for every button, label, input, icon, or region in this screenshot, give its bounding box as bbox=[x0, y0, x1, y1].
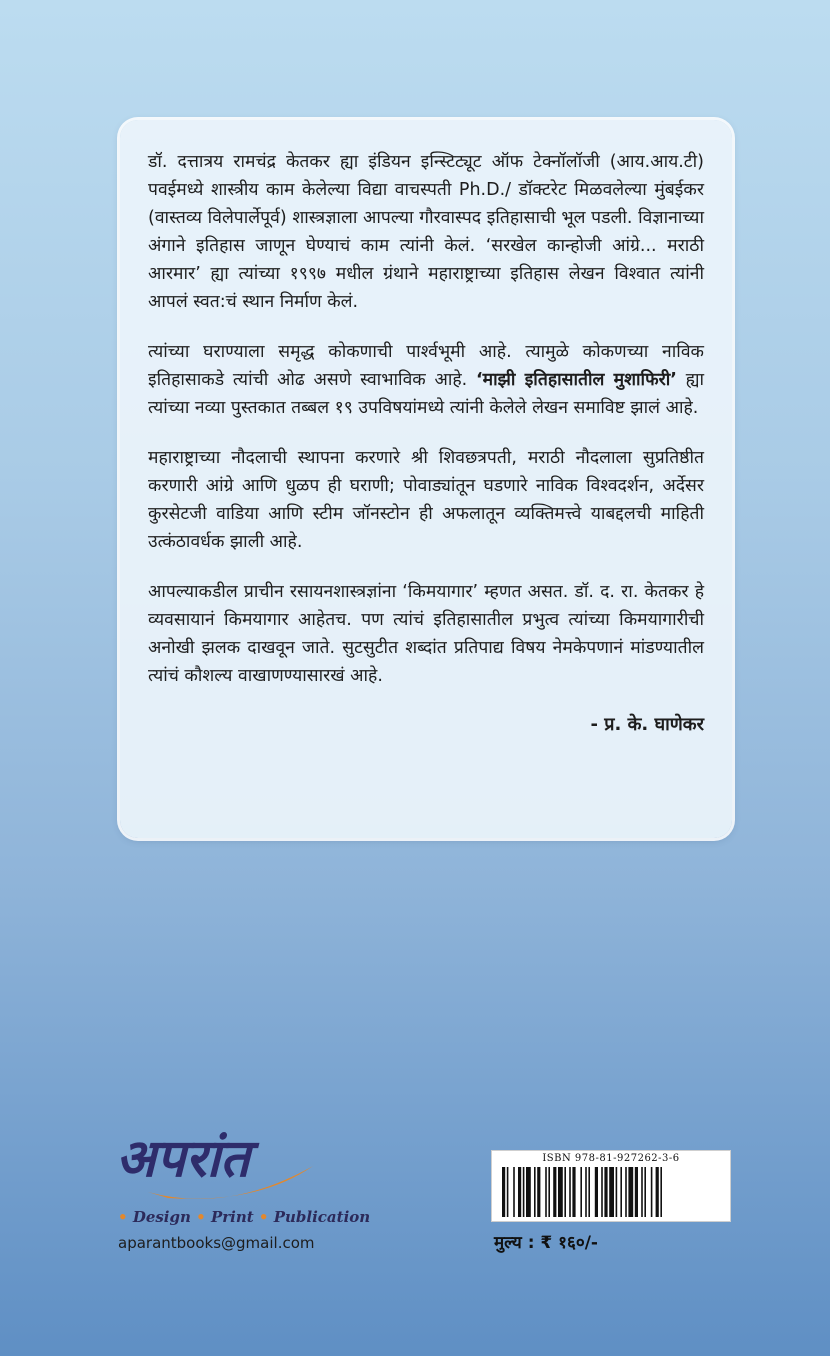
book-title: ‘माझी इतिहासातील मुशाफिरी’ bbox=[476, 370, 677, 390]
barcode-bar bbox=[569, 1167, 571, 1217]
barcode-bar bbox=[644, 1167, 646, 1217]
barcode-bar bbox=[564, 1167, 566, 1217]
isbn-number: ISBN 978-81-927262-3-6 bbox=[542, 1153, 680, 1164]
barcode-bar bbox=[548, 1167, 550, 1217]
barcode-bar bbox=[656, 1167, 659, 1217]
barcode-bar bbox=[580, 1167, 582, 1217]
price-label: मुल्य : ₹ १६०/- bbox=[494, 1233, 598, 1253]
publisher-email: aparantbooks@gmail.com bbox=[118, 1234, 315, 1252]
barcode-bar bbox=[604, 1167, 607, 1217]
barcode-bar bbox=[609, 1167, 614, 1217]
blurb-paragraph-4: आपल्याकडील प्राचीन रसायनशास्त्रज्ञांना ‘किमयागार’ म्हणत असत. डॉ. द. रा. केतकर हे व्यवसायानं किमयागार आहेतच. पण त्यांचं इतिहासातील प्रभुत्व त्यांच्या किमयागारीची अनोखी झलक दाखवून जाते. सुटसुटीत शब्दांत प्रतिपाद्य विषय नेमकेपणानं मांडण्यातील त्यांचं कौशल्य वाखाणण्यासारखं आहे. bbox=[148, 582, 704, 686]
barcode-bar bbox=[588, 1167, 590, 1217]
barcode-bar bbox=[625, 1167, 627, 1217]
barcode-bars bbox=[500, 1167, 724, 1217]
blurb-paragraph-2-text-end: ह्या त्यांच्या नव्या पुस्तकात तब्बल १९ उपविषयांमध्ये त्यांनी केलेले लेखन समाविष्ट झालं आहे. bbox=[148, 370, 705, 418]
barcode-bar bbox=[595, 1167, 598, 1217]
publisher-logo-block bbox=[108, 1118, 371, 1258]
barcode-bar bbox=[558, 1167, 563, 1217]
blurb-paragraph-2 bbox=[148, 338, 704, 422]
logo-text: अपरांत bbox=[116, 1129, 250, 1189]
publisher-logo bbox=[108, 1118, 328, 1208]
barcode-bar bbox=[513, 1167, 515, 1217]
barcode-bar bbox=[537, 1167, 540, 1217]
barcode-bar bbox=[553, 1167, 556, 1217]
blurb-panel bbox=[120, 120, 732, 838]
barcode-bar bbox=[651, 1167, 653, 1217]
barcode-bar bbox=[601, 1167, 603, 1217]
barcode-bar bbox=[616, 1167, 618, 1217]
barcode-bar bbox=[660, 1167, 662, 1217]
barcode-bar bbox=[526, 1167, 531, 1217]
barcode-bar bbox=[572, 1167, 575, 1217]
blurb-paragraph-2-text: त्यांच्या घराण्याला समृद्ध कोकणाची पार्श्वभूमी आहे. त्यामुळे कोकणच्या नाविक इतिहासाकडे त्यांची ओढ असणे स्वाभाविक आहे. bbox=[148, 342, 704, 390]
tagline-publication: Publication bbox=[273, 1208, 371, 1226]
barcode-bar bbox=[628, 1167, 633, 1217]
barcode-bar bbox=[518, 1167, 521, 1217]
isbn-barcode bbox=[491, 1150, 731, 1222]
blurb-paragraph-3: महाराष्ट्राच्या नौदलाची स्थापना करणारे श्री शिवछत्रपती, मराठी नौदलाला सुप्रतिष्ठीत करणारी आंग्रे आणि धुळप ही घराणी; पोवाड्यांतून घडणारे नाविक विश्वदर्शन, अर्देसर कुरसेटजी वाडिया आणि स्टीम जॉनस्टोन ही अफलातून व्यक्तिमत्त्वे याबद्दलची माहिती उत्कंठावर्धक झाली आहे. bbox=[148, 448, 704, 552]
barcode-bar bbox=[635, 1167, 638, 1217]
publisher-tagline: • Design • Print • Publication bbox=[118, 1208, 371, 1226]
barcode-bar bbox=[502, 1167, 505, 1217]
barcode-bar bbox=[641, 1167, 643, 1217]
blurb-paragraph-1: डॉ. दत्तात्रय रामचंद्र केतकर ह्या इंडियन इन्स्टिट्यूट ऑफ टेक्नॉलॉजी (आय.आय.टी) पवईमध्ये शास्त्रीय काम केलेल्या विद्या वाचस्पती Ph.D./ डॉक्टरेट मिळवलेल्या मुंबईकर (वास्तव्य विलेपार्लेपूर्व) शास्त्रज्ञाला आपल्या गौरवास्पद इतिहासाची भूल पडली. विज्ञानाच्या अंगाने इतिहास जाणून घेण्याचं काम त्यांनी केलं. ‘सरखेल कान्होजी आंग्रे... मराठी आरमार’ ह्या त्यांच्या १९९७ मधील ग्रंथाने महाराष्ट्राच्या इतिहास लेखन विश्वात त्यांनी आपलं स्वत:चं स्थान निर्माण केलं. bbox=[148, 152, 704, 312]
barcode-bar bbox=[523, 1167, 525, 1217]
barcode-bar bbox=[585, 1167, 587, 1217]
barcode-bar bbox=[545, 1167, 547, 1217]
barcode-bar bbox=[534, 1167, 536, 1217]
tagline-design: Design bbox=[132, 1208, 191, 1226]
tagline-print: Print bbox=[210, 1208, 254, 1226]
barcode-bar bbox=[507, 1167, 509, 1217]
blurb-signature: - प्र. के. घाणेकर bbox=[590, 714, 704, 735]
barcode-bar bbox=[620, 1167, 622, 1217]
